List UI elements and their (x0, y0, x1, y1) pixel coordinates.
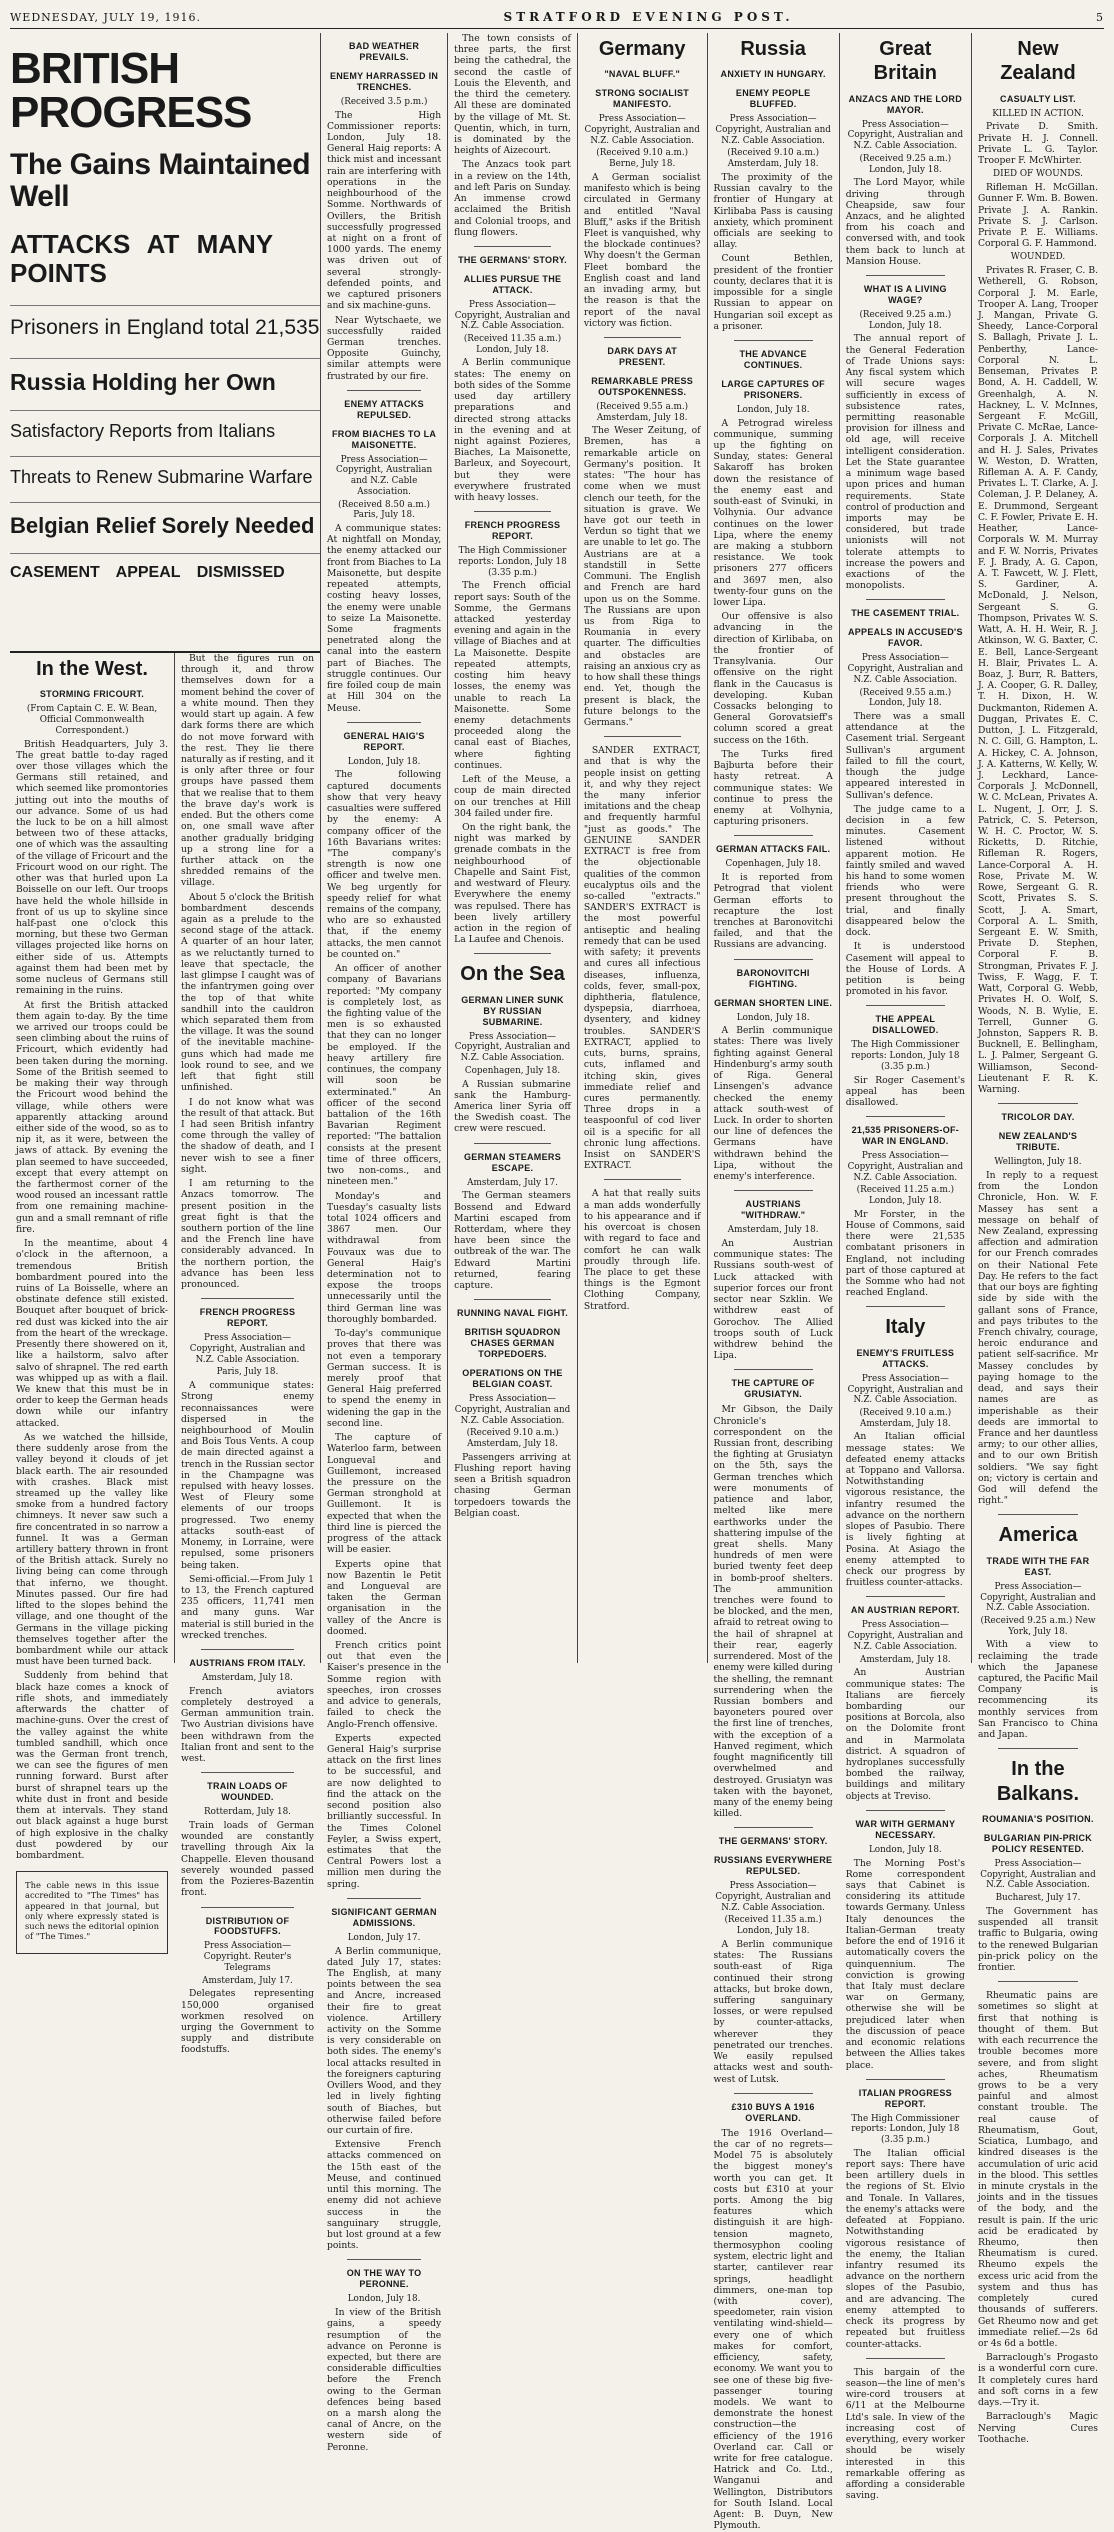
headline-9: CASEMENT APPEAL DISMISSED (10, 553, 320, 582)
article-heading: SIGNIFICANT GERMAN ADMISSIONS. (331, 1906, 437, 1928)
article-heading: FRENCH PROGRESS REPORT. (199, 1307, 296, 1329)
divider (604, 1179, 681, 1180)
divider (201, 1298, 294, 1299)
divider (474, 1143, 551, 1144)
dateline: Press Association—Copyright, Australian and N.Z. Cable Association. (847, 119, 964, 152)
article-heading: TRAIN LOADS OF WOUNDED. (207, 1781, 288, 1803)
paragraph: It is understood Casement will appeal to the House of Lords. A petition is being promoted in his favor. (845, 941, 965, 998)
article-heading: STORMING FRICOURT. (39, 689, 145, 700)
divider (474, 953, 551, 954)
headline-main: BRITISH PROGRESS (10, 44, 252, 137)
dateline: (Received 9.25 a.m.) London, July 18. (859, 310, 952, 331)
paragraph: A Berlin communique states: The Russians south-east of Riga continued their strong attacks, but broke down, suffering sanguinary losses, or were repulsed by counter-attacks, wherever they penetrated our trenches. We easily repulsed attacks west and south-west of Lutsk. (713, 1938, 833, 2085)
divider (866, 599, 945, 600)
divider (866, 1810, 945, 1811)
article-heading: FRENCH PROGRESS REPORT. (464, 520, 561, 542)
paragraph: To-day's communique proves that there was not even a temporary German success. It is merely proof that General Haig preferred to spend the enemy in widening the gap in the second line. (327, 1328, 442, 1429)
divider (998, 1748, 1078, 1749)
masthead-date: WEDNESDAY, JULY 19, 1916. (10, 10, 202, 24)
paragraph: An Austrian communique states: The Russians south-west of Luck attacked with superior forces our front sector near Szklin. We withdrew east of Gorochov. The Allied troops south of Luck withdrew behind the Lipa. (713, 1237, 833, 1362)
article-heading: ENEMY'S FRUITLESS ATTACKS. (856, 1347, 955, 1369)
article-heading: ANZACS AND THE LORD MAYOR. (848, 93, 963, 115)
advertisement: Rheumatic pains are sometimes so slight at first that nothing is thought of them. But with each recurrence the trouble becomes more severe, and from slight aches, Rheumatism grows to be a very painful and almost constant trouble. The real cause of Rheumatism, Gout, Sciatica, Lumbago, and kindred diseases is the accumulation of uric acid in the blood. This settles in minute crystals in the joints and in the tissues of the body, and the result is pain. If the uric acid be eradicated by Rheumo, then Rheumatism is cured. Rheumo expels the excess uric acid from the system and thus has completely cured thousands of sufferers. Get Rheumo now and get immediate relief.—2s 6d or 4s 6d a bottle. (977, 1990, 1098, 2350)
notice-box (16, 1871, 168, 1954)
divider (998, 1514, 1078, 1515)
dateline: Press Association—Copyright, Australian and N.Z. Cable Association. (715, 1881, 831, 1913)
dateline: Paris, July 18. (216, 1367, 279, 1378)
paragraph: In reply to a request from the London Chronicle, Hon. W. F. Massey has sent a message on behalf of New Zealand, expressing affection and admiration for our French comrades on their National Fete Day. He refers to the fact that our boys are fighting side by side with the gallant sons of France, and pays tributes to the French chivalry, courage, heroic endurance and patient self-sacrifice. Mr Massey concludes by paying homage to the dead, and says their names are as imperishable as their deeds are immortal to France and her dauntless army; to our other allies, and to our own British soldiers. "We say fight on; victory is certain and God will defend the right." (977, 1169, 1098, 1507)
divider (866, 275, 945, 276)
masthead (10, 6, 1104, 29)
masthead-title: STRATFORD EVENING POST. (503, 10, 794, 24)
divider (734, 2093, 813, 2094)
paragraph: The capture of Waterloo farm, between Longueval and Guillemont, increased the pressure on the German stronghold at Guillemont. It is expected that when the third line is pierced the progress of the attack will be easier. (327, 1432, 442, 1556)
paragraph: A Berlin communique states: There was lively fighting against General Hindenburg's army south of Riga. General Linsengen's advance checked the enemy attack south-west of Luck. In order to shorten our line of defences the Germans have withdrawn behind the Lipa, without the enemy's interference. (713, 1025, 833, 1183)
headline-2: The Gains Maintained Well (10, 148, 311, 213)
divider (604, 337, 681, 338)
divider (201, 1907, 294, 1908)
section-title: In the West. (36, 658, 148, 680)
paragraph: The German steamers Bossend and Edward Martini escaped from Rotterdam, where they have been since the outbreak of the war. The Edward Martini returned, fearing capture. (454, 1190, 571, 1292)
divider (604, 736, 681, 737)
article-heading: GERMAN ATTACKS FAIL. (715, 844, 831, 855)
article-subheading: ENEMY PEOPLE BLUFFED. (735, 88, 811, 110)
paragraph: In view of the British gains, a speedy resumption of the advance on Peronne is expected, but there are considerable difficulties before the French owing to the German defences being based on a marsh along the canal of Ancre, on the western side of Peronne. (327, 2307, 442, 2453)
paragraph: There was a small attendance at the Casement trial. Sergeant Sullivan's argument failed to fill the court, though the judge appeared interested in Sullivan's defence. (845, 710, 965, 801)
divider (347, 1898, 421, 1899)
dateline: (Received 9.25 a.m.) London, July 18. (859, 153, 952, 175)
dateline: (Received 9.10 a.m.) Amsterdam, July 18. (859, 1407, 952, 1429)
article-heading: BAD WEATHER PREVAILS. (349, 41, 420, 62)
paragraph: The Morning Post's Rome correspondent says that Cabinet is considering its attitude towards Germany. Unless Italy denounces the Italian-German treaty before the end of 1916 it automatically covers the quinquennium. The conviction is growing that Italy must declare war on Germany, otherwise she will be prejudiced later when the discussion of peace and economic relations between the Allies takes place. (845, 1857, 965, 2071)
article-heading: GERMAN LINER SUNK BY RUSSIAN SUBMARINE. (461, 994, 564, 1027)
dateline: London, July 18. (868, 1844, 942, 1855)
paragraph: The Weser Zeitung, of Bremen, has a remarkable article on Germany's position. It states: "The hour has come when we must clench our teeth, for the situation is grave. We have got our teeth in Verdun so tight that we are unable to let go. The Austrians are at a standstill in Sette Communi. The English and French are hard upon us on the Somme. The Russians are upon us from Riga to Roumania in every quarter. The difficulties and obstacles are raising an anxious cry as to how shall these things end. Yet, though the present is black, the future belongs to the Germans." (583, 425, 701, 728)
article-heading: ROUMANIA'S POSITION. (982, 1814, 1094, 1825)
article-heading: TRADE WITH THE FAR EAST. (986, 1555, 1090, 1577)
section-title: Russia (740, 38, 806, 60)
headline-7: Threats to Renew Submarine Warfare (10, 456, 320, 488)
dateline: Amsterdam, July 18. (859, 1654, 951, 1665)
casualty-category: KILLED IN ACTION. (992, 108, 1084, 119)
divider (474, 246, 551, 247)
paragraph: Extensive French attacks commenced on the 15th east of the Meuse, and continued until this morning. The enemy did not achieve success in the sanguinary struggle, but lost ground at a few points. (327, 2139, 442, 2252)
article-heading: THE GERMANS' STORY. (458, 254, 567, 265)
headline-3: ATTACKS AT MANY POINTS (10, 229, 273, 288)
advertisement: The 1916 Overland—the car of no regrets—Model 75 is absolutely the biggest money's worth you can get. It costs but £310 at your ports. Among the big features which distinguish it are high-tension magneto, thermosyphon cooling system, electric light and starter, cantilever rear springs, headlight dimmers, one-man top (with cover), speedometer, rain vision ventilating wind-shield—every one of which makes for comfort, efficiency, safety, economy. We want you to see one of these big five-passenger touring models. We want to demonstrate the honest construction—the efficiency of the 1916 Overland car. Call or write for free catalogue. Hatrick and Co. Ltd., Wanganui and Wellington, Distributors for South Island. Local Agent: B. Duyn, New Plymouth. (713, 2127, 833, 2532)
article-heading: THE ADVANCE CONTINUES. (739, 348, 807, 370)
dateline: (Received 9.10 a.m.) Amsterdam, July 18. (727, 148, 820, 170)
dateline: Press Association—Copyright, Australian and N.Z. Cable Association. (715, 114, 831, 146)
paragraph: It is reported from Petrograd that violent German efforts to recapture the lost trenches at Baronovitchi failed, and that the Russians are advancing. (713, 872, 833, 951)
headline-4: Prisoners in England total 21,535 (10, 305, 320, 340)
advertisement: This bargain of the season—the line of men's wire-cord trousers at 6/11 at the Melbourne Ltd's sale. In view of the increasing cost of everything, every worker should be wisely interested in this remarkable offering as affording a considerable saving. (845, 2366, 965, 2502)
paragraph: Experts expected General Haig's surprise attack on the first lines to be successful, and are now delighted to find the attack on the second position also brilliantly successful. In the Times Colonel Feyler, a Swiss expert, estimates that the Central Powers lost a million men during the spring. (327, 1732, 442, 1890)
paragraph: French critics point out that even the Kaiser's presence in the Somme region with speeches, iron crosses and advice to generals, failed to check the Anglo-French offensive. (327, 1640, 442, 1730)
paragraph: I do not know what was the result of that attack. But I had seen British infantry come through the valley of the shadow of death, and I never wish to see a finer sight. (181, 1096, 314, 1175)
column-8 (972, 33, 1104, 2445)
article-heading: ANXIETY IN HUNGARY. (720, 69, 826, 80)
advertisement-heading: £310 BUYS A 1916 OVERLAND. (731, 2101, 815, 2123)
paragraph: An officer of another company of Bavarians reported: "My company is completely lost, as the fighting value of the men is so exhausted that they can no longer be employed. If the heavy artillery fire continues, the company will soon be exterminated." An officer of the second battalion of the 16th Bavarian Regiment reported: "The battalion consists at the present time of three officers, two non-coms., and nineteen men." (327, 963, 442, 1188)
headline-block (10, 33, 320, 653)
section-title: In the Balkans. (996, 1758, 1080, 1805)
paragraph: The French official report says: South of the Somme, the Germans attacked yesterday evening and again in the village of Biaches and at La Maisonette. Despite repeated attempts, costing him heavy losses, the enemy was unable to reach La Maisonette. Some enemy detachments proceeded along the canal east of Biaches, where fighting continues. (454, 580, 571, 771)
paragraph: But the figures run on through it, and throw themselves down for a moment behind the cover of a white mound. Then they would start up again. A few dark forms there are which do not move forward with the rest. They lie there naturally as if resting, and it is only after three or four groups have passed them that we realise that to them the brave day's work is ended. But the others come on, one small wave after another gradually bridging up a strong line for a further attack on the shredded remains of the village. (181, 653, 314, 889)
paragraph: The proximity of the Russian cavalry to the frontier of Hungary at Kirlibaba Pass is causing anxiety, which prominent officials are seeking to allay. (713, 171, 833, 251)
dateline: Copenhagen, July 18. (725, 859, 821, 870)
article-heading: ITALIAN PROGRESS REPORT. (858, 2087, 952, 2109)
article-heading: TRICOLOR DAY. (1001, 1112, 1075, 1123)
paragraph: As we watched the hillside, there suddenly arose from the valley beyond it clouds of jet black earth. The air resounded with crashes. Black mist streamed up the valley like smoke from a hundred factory chimneys. It never saw such a fire concentrated in so narrow a funnel. It was a German artillery battery thrown in front of the British attack. Surely no living being can come through that inferno, we thought. Minutes passed. Our fire had lifted to the slopes behind the village, and one thought of the Germans in the village picking themselves together after the bombardment while our attack must have been turned back. (16, 1431, 168, 1668)
advertisement: Barraclough's Progasto is a wonderful corn cure. It completely cures hard and soft corns in a few days.—Try it. (977, 2352, 1098, 2409)
paragraph: Semi-official.—From July 1 to 13, the French captured 235 officers, 11,741 men and many guns. War material is still buried in the wrecked trenches. (181, 1573, 314, 1641)
section-title: On the Sea (460, 963, 565, 986)
paragraph: I am returning to the Anzacs tomorrow. The present position in the great fight is that the southern portion of the line and the French line have considerably advanced. In the northern portion, the advance has been less pronounced. (181, 1178, 314, 1291)
paragraph: The Lord Mayor, while driving through Cheapside, saw four Anzacs, and he alighted from his coach and conversed with, and took them back to lunch at Mansion House. (845, 177, 965, 267)
divider (347, 2259, 421, 2260)
paragraph: The town consists of three parts, the first being the cathedral, the second the castle of Louis the Eleventh, and the third the cemetery. All these are dominated by the village of Mt. St. Quentin, which, in turn, is dominated by the heights of Aizecourt. (454, 33, 571, 157)
dateline: The High Commissioner reports: London, July 18 (3.35 p.m.) (851, 1040, 960, 1072)
article-subheading: FROM BIACHES TO LA MAISONETTE. (331, 428, 437, 450)
dateline: (Received 9.10 a.m.) Amsterdam, July 18. (466, 1428, 559, 1449)
paragraph: An Italian official message states: We defeated enemy attacks at Toppano and Vallorsa. Notwithstanding vigorous resistance, the infantry resumed the advance on the northern slopes of Pasubio. There is lively fighting at Posina. At Asiago the enemy attempted to check our progress by fruitless counter-attacks. (845, 1431, 965, 1589)
article-heading: ON THE WAY TO PERONNE. (346, 2268, 422, 2290)
dateline: (Received 3.5 p.m.) (340, 96, 428, 107)
paragraph: A Berlin communique states: The enemy on both sides of the Somme used day artillery preparations and directed strong attacks in the evening and at night against Pozieres, Biaches, La Maisonette, Barleux, and Soyecourt, but they were everywhere frustrated with heavy losses. (454, 357, 571, 504)
article-subheading: LARGE CAPTURES OF PRISONERS. (721, 378, 825, 400)
article-heading: AUSTRIANS FROM ITALY. (189, 1658, 306, 1669)
dateline: The High Commissioner reports: London, July 18 (3.35 p.m.) (851, 2113, 960, 2146)
dateline: Amsterdam, July 18. (727, 1225, 819, 1236)
article-heading: 21,535 PRISONERS-OF-WAR IN ENGLAND. (851, 1125, 960, 1147)
article-heading: RUNNING NAVAL FIGHT. (457, 1308, 569, 1319)
article-heading: AN AUSTRIAN REPORT. (850, 1605, 960, 1616)
paragraph: Left of the Meuse, a coup de main directed on our trenches at Hill 304 failed under fire. (454, 774, 571, 819)
paragraph: The High Commissioner reports: London, July 18. General Haig reports: A thick mist and incessant rain are interfering with operations in the neighbourhood of the Somme. Northwards of Ovillers, the British successfully progressed at night on a front of 1000 yards. The enemy was driven out of several strongly-defended points, and we captured prisoners and six machine-guns. (327, 109, 442, 312)
article-subheading: APPEALS IN ACCUSED'S FAVOR. (847, 627, 963, 649)
dateline: Press Association—Copyright, Australian and N.Z. Cable Association. (847, 1373, 964, 1406)
dateline: Press Association—Copyright, Australian and N.Z. Cable Association. (189, 1333, 306, 1365)
section-title: Germany (598, 38, 686, 60)
article-heading: BARONOVITCHI FIGHTING. (736, 967, 810, 989)
advertisement: A hat that really suits a man adds wonderfully to his appearance and if his overcoat is chosen with regard to face and comfort he can walk proudly through life. The place to get these things is the Egmont Clothing Company, Stratford. (583, 1188, 701, 1312)
article-subheading: REMARKABLE PRESS OUTSPOKENNESS. (591, 375, 694, 397)
article-heading: THE CASEMENT TRIAL. (851, 608, 960, 619)
paragraph: The Government has suspended all transit traffic to Bulgaria, owing to the renewed Bulgarian pin-prick policy on the frontier. (977, 1905, 1098, 1974)
dateline: (Received 9.25 a.m.) New York, July 18. (980, 1615, 1096, 1637)
dateline: The High Commissioner reports: London, July 18 (3.35 p.m.) (458, 546, 567, 578)
dateline: Press Association—Copyright, Australian and N.Z. Cable Association. (454, 1031, 571, 1064)
dateline: (Received 9.55 a.m.) Amsterdam, July 18. (596, 401, 689, 423)
paragraph: French aviators completely destroyed a German ammunition train. Two Austrian divisions have been withdrawn from the Italian front and sent to the west. (181, 1685, 314, 1765)
paragraph: The following captured documents show that very heavy casualties were suffered by the enemy: A company officer of the 16th Bavarians writes: "The company's strength is now one officer and twelve men. We beg urgently for speedy relief for what remains of the company, who are so exhausted that, if the enemy attacks, the men cannot be counted on." (327, 769, 442, 960)
column-west (10, 653, 175, 1942)
section-title: Italy (885, 1316, 926, 1339)
dateline: London, July 18. (736, 404, 810, 415)
paragraph: A Berlin communique, dated July 17, states: The English, at many points between the sea and Ancre, increased their fire to great violence. Artillery activity on the Somme is very considerable on both sides. The enemy's local attacks resulted in the foreigners capturing Ovillers Wood, and they led in lively fighting south of Biaches, but otherwise failed before our curtain of fire. (327, 1945, 442, 2136)
divider (201, 1649, 294, 1650)
article-heading: AUSTRIANS "WITHDRAW." (740, 1199, 806, 1221)
dateline: Press Association—Copyright, Australian and N.Z. Cable Association. (454, 1394, 571, 1426)
dateline: Press Association—Copyright, Australian and N.Z. Cable Association. (584, 114, 700, 146)
article-heading: WHAT IS A LIVING WAGE? (863, 284, 947, 306)
paragraph: A Russian submarine sank the Hamburg-America liner Syria off the Swedish coast. The crew were rescued. (454, 1078, 571, 1135)
divider (866, 2358, 945, 2359)
article-heading: THE GERMANS' STORY. (718, 1836, 828, 1847)
dateline: London, July 18. (347, 2294, 421, 2305)
article-heading: "NAVAL BLUFF." (604, 69, 681, 80)
paragraph: A German socialist manifesto which is being circulated in Germany and entitled "Naval Bluff," asks if the British Fleet is vanquished, why the blockade continues? Why doesn't the German Fleet bombard the English coast and land an invading army, but the reason is that the report of the naval victory was fiction. (583, 171, 701, 329)
dateline: Bucharest, July 17. (995, 1893, 1081, 1904)
column-6 (708, 33, 840, 2532)
divider (347, 722, 421, 723)
paragraph: Experts opine that now Bazentin le Petit and Longueval are taken the German organisation in the valley of the Ancre is doomed. (327, 1558, 442, 1637)
paragraph: On the right bank, the night was marked by grenade combats in the neighbourhood of Chapelle and Saint Fist, and westward of Fleury. Everywhere the enemy was repulsed. There has been lively artillery action in the region of La Laufee and Chenois. (454, 821, 571, 946)
dateline: Amsterdam, July 18. (202, 1673, 293, 1684)
dateline: (Received 8.50 a.m.) Paris, July 18. (338, 499, 430, 521)
divider (866, 1596, 945, 1597)
paragraph: Monday's and Tuesday's casualty lists total 1024 officers and 3867 men. Our withdrawal from Fouvaux was due to General Haig's determination not to expose the troops unnecessarily until the third German line was thoroughly bombarded. (327, 1190, 442, 1325)
casualty-list: Rifleman H. McGillan. Gunner F. Wm. B. Bowen. Private J. A. Rankin. Private S. J. Carlson. Private P. E. Williams. Corporal G. F. Hammond. (977, 182, 1098, 250)
divider (734, 959, 813, 960)
dateline: London, July 17. (347, 1932, 421, 1943)
paragraph: Delegates representing 150,000 organised workmen resolved on urging the Government to supply and distribute foodstuffs. (181, 1988, 314, 2056)
divider (347, 390, 421, 391)
divider (866, 1306, 945, 1307)
paragraph: Near Wytschaete, we successfully raided German trenches. Opposite Guinchy, similar attempts were frustrated by our fire. (327, 314, 442, 382)
article-heading: GENERAL HAIG'S REPORT. (343, 730, 425, 752)
dateline: Rotterdam, July 18. (204, 1807, 291, 1818)
paragraph: Passengers arriving at Flushing report having seen a British squadron chasing German torpedoers towards the Belgian coast. (454, 1451, 571, 1519)
paragraph: About 5 o'clock the British bombardment descends again as a prelude to the second stage of the attack. A quarter of an hour later, as we reluctantly turned to leave that spectacle, the last glimpse I caught was of the infantrymen going over the top of that white sandhill into the cauldron which separated them from the village. It was the sound of the inevitable machine-guns which had made me look round to see, and we left that fight still unfinished. (181, 891, 314, 1094)
paragraph: Count Bethlen, president of the frontier county, declares that it is impossible for a single Russian to appear on Hungarian soil except as a prisoner. (713, 253, 833, 332)
divider (734, 340, 813, 341)
dateline: (Received 11.35 a.m.) London, July 18. (463, 334, 562, 355)
article-subheading: BULGARIAN PIN-PRICK POLICY RESENTED. (983, 1833, 1093, 1855)
column-7 (840, 33, 972, 2502)
paragraph: The Italian official report says: There have been artillery duels in the regions of St. Elvio and Tonale. In Vallares, the enemy's attacks were defeated at Foppiano. Notwithstanding vigorous resistance of the enemy, the Italian infantry resumed its advance on the northern slopes of the Pasubio, and are advancing. The enemy attempted to check its progress by repeated but fruitless counter-attacks. (845, 2147, 965, 2350)
advertisement: SANDER EXTRACT, and that is why the people insist on getting it, and why they reject the many inferior imitations and the cheap and frequently harmful "just as goods." The GENUINE SANDER EXTRACT is free from the objectionable qualities of the common eucalyptus oils and the so-called "extracts." SANDER'S EXTRACT is the most powerful antiseptic and healing remedy that can be used with safety; it prevents and cures all infectious diseases, influenza, colds, fever, small-pox, diphtheria, flatulence, dyspepsia, diarrhoea, dysentery, and kidney troubles. SANDER'S EXTRACT, applied to cuts, burns, sprains, cuts, inflamed and itching skin, gives immediate relief and cures permanently. Three drops in a teaspoonful of cod liver oil is a specific for all chronic lung affections. Insist on SANDER'S EXTRACT. (583, 745, 701, 1172)
advertisement: Barraclough's Magic Nerving Cures Toothache. (977, 2411, 1098, 2445)
paragraph: Suddenly from behind that black haze comes a knock of rifle shots, and immediately afterwards the chatter of machine-guns. Over the crest of the valley against the white tumbled sandhill, which once was the German front trench, we can see the figures of men running forward. Burst after burst of shrapnel tears up the white dust in front and beside them at intervals. They stand out black against a huge burst of high explosive in the chalky dust powdered by our bombardment. (16, 1670, 168, 1861)
paragraph: An Austrian communique states: The Italians are fiercely bombarding our positions at Borcola, also on the Dolomite front and in Marmolata district. A squadron of hydroplanes successfully bombed the railway, buildings and military objects at Treviso. (845, 1667, 965, 1802)
dateline: (Received 11.25 a.m.) London, July 18. (856, 1185, 955, 1206)
article-subheading: OPERATIONS ON THE BELGIAN COAST. (462, 1368, 563, 1390)
casualty-list: Privates R. Fraser, C. B. Wetherell, G. Robson, Corporal J. M. Earle, Trooper A. Lang, Trooper J. Mangan, Private G. Sheedy, Lance-Corporal S. Ballagh, Private J. L. Penberthy, Lance-Corporal N. L. Benseman, Privates P. Bond, A. H. Caddell, W. Greenhalgh, A. N. Hackney, L. V. McInnes, Sergeant F. McGill, Private C. McRae, Lance-Corporals J. A. Mitchell and H. J. Sales, Privates W. Weston, D. Wratten, Rifleman A. A. F. Candy, Privates L. T. Clarke, A. J. Coleman, J. P. Delaney, A. E. Drummond, Sergeant C. F. Fowler, Private E. H. Heather, Lance-Corporals W. M. Murray and F. W. Norris, Privates F. J. Brady, A. G. Capon, A. T. Fawcett, W. J. Flett, S. Gardiner, A. McDonald, J. Nelson, Sergeant S. G. Thompson, Privates W. S. Watt, A. H. H. Weir, R. J. Atkinson, W. G. Baxter, C. E. Bell, Lance-Sergeant H. Blair, Privates L. A. Boaz, J. Burr, R. Batters, J. A. Cooper, G. R. Dalley, T. H. Dixon, H. W. Duckmanton, Ridemen A. Duggan, Privates E. C. Dutton, J. L. Fitzgerald, N. C. Gill, G. Hampton, L. A. Hickey, C. A. Johnson, J. A. Katterns, W. Kelly, W. J. Leckhard, Lance-Corporals J. McDonnell, W. C. McLean, Privates A. L. Nugent, J. Orr, J. S. Patrick, C. S. Peterson, W. H. C. Proctor, W. S. Ricketts, D. Ritchie, Rifleman R. Rogers, Lance-Corporal A. H. Rose, Private M. W. Rowe, Sergeant G. R. Scott, Privates S. S. Scott, J. A. Smart, Corporal A. L. Smith, Sergeant E. W. Smith, Private D. Stephen, Corporal F. B. Strongman, Privates F. J. Twiss, F. Wagg, F. T. Watt, Corporal G. Webb, Privates H. O. Wolf, S. Woods, N. B. Wylie, E. Terrell, Gunner G. Johnston, Sappers R. B. Bucknell, E. Bellingham, L. J. Palmer, Sergeant G. Williamson, Second-Lieutenant F. R. K. Warning. (977, 265, 1098, 1096)
divider (998, 1103, 1078, 1104)
divider (866, 2079, 945, 2080)
paragraph: The Anzacs took part in a review on the 14th, and left Paris on Sunday. An immense crowd acclaimed the British and Colonial troops, and flung flowers. (454, 159, 571, 238)
divider (734, 1190, 813, 1191)
paragraph: With a view to reclaiming the trade which the Japanese captured, the Pacific Mail Company is recommencing its monthly services from San Francisco to China and Japan. (977, 1639, 1098, 1741)
paragraph: The annual report of the General Federation of Trade Unions says: Any fiscal system which will secure wages sufficiently in excess of subsistence rates, permitting reasonable provision for illness and old age, will receive intelligent consideration. Let the State guarantee a minimum wage based upon prices and human requirements. State control of production and imports may be considered, but trade unionists will not tolerate attempts to increase the powers and exactions of the monopolists. (845, 333, 965, 592)
divider (734, 835, 813, 836)
casualty-category: WOUNDED. (1010, 252, 1066, 263)
dateline: Copenhagen, July 18. (464, 1065, 561, 1076)
divider (734, 1827, 813, 1828)
divider (474, 1299, 551, 1300)
dateline: Press Association—Copyright, Australian and N.Z. Cable Association. (336, 454, 433, 497)
article-heading: ENEMY ATTACKS REPULSED. (344, 398, 424, 420)
article-subheading: NEW ZEALAND'S TRIBUTE. (998, 1131, 1078, 1153)
casualty-list: Private D. Smith. Private H. J. Connell. Private L. G. Taylor. Trooper F. McWhirter. (977, 121, 1098, 167)
dateline: London, July 18. (347, 756, 421, 767)
column-3 (320, 33, 448, 2453)
article-subheading: GERMAN SHORTEN LINE. (714, 997, 833, 1008)
article-heading: WAR WITH GERMANY NECESSARY. (855, 1818, 956, 1840)
dateline: Amsterdam, July 17. (202, 1975, 293, 1986)
article-heading: GERMAN STEAMERS ESCAPE. (464, 1151, 562, 1173)
masthead-page: 5 (1096, 10, 1104, 24)
left-half (10, 33, 320, 2056)
article-heading: THE APPEAL DISALLOWED. (872, 1014, 939, 1036)
headline-5: Russia Holding her Own (10, 358, 320, 395)
paragraph: A communique states: Strong enemy reconnaissances were dispersed in the neighbourhood of Moulin and Bois Tous Vents. A coup de main directed against a trench in the Russian sector in the Champagne was repulsed with heavy losses. West of Fleury some elements of our troops progressed. Two enemy attacks south-east of Monemy, in Lorraine, were repulsed, some prisoners being taken. (181, 1380, 314, 1571)
divider (998, 1981, 1078, 1982)
paragraph: The judge came to a decision in a few minutes. Casement listened without apparent motion. He faintly smiled and waved his hand to some women friends who were present throughout the trial, and finally disappeared below the dock. (845, 803, 965, 939)
paragraph: Sir Roger Casement's appeal has been disallowed. (845, 1074, 965, 1108)
dateline: Press Association—Copyright, Australian and N.Z. Cable Association. (980, 1859, 1096, 1891)
dateline: Press Association—Copyright, Australian and N.Z. Cable Association. (980, 1581, 1096, 1614)
divider (474, 511, 551, 512)
paragraph: A communique states: At nightfall on Monday, the enemy attacked our front from Biaches to La Maisonette, but despite repeated attempts, costing heavy losses, the enemy were unable to seize La Maisonette. Some fragments penetrated along the canal into the eastern part of Biaches. The struggle continues. Our fire foiled coup de main at Hill 304 on the Meuse. (327, 523, 442, 714)
article-subheading: BRITISH SQUADRON CHASES GERMAN TORPEDOERS. (464, 1327, 561, 1360)
dateline: (Received 9.10 a.m.) Berne, July 18. (596, 148, 689, 170)
notice-text: The cable news in this issue accredited to "The Times" has appeared in that journal, but only where expressly stated is such news the editorial opinion of "The Times." (25, 1880, 159, 1942)
dateline: Wellington, July 18. (994, 1157, 1082, 1168)
column-5 (578, 33, 708, 1663)
dateline: Press Association—Copyright, Australian and N.Z. Cable Association. (847, 1620, 964, 1652)
dateline: London, July 18. (736, 1012, 810, 1023)
article-heading: DISTRIBUTION OF FOODSTUFFS. (205, 1915, 290, 1937)
article-subheading: STRONG SOCIALIST MANIFESTO. (595, 88, 690, 110)
dateline: (Received 11.35 a.m.) London, July 18. (724, 1915, 822, 1937)
paragraph: The Turks fired Bajburta before their hasty retreat. A communique states: We continue to press the enemy at Volhynia, capturing prisoners. (713, 748, 833, 828)
byline: (From Captain C. E. W. Bean, Official Commonwealth Correspondent.) (26, 704, 158, 736)
paragraph: At first the British attacked them again to-day. By the time we arrived our troops could be seen climbing about the ruins of Fricourt, which evidently had been taken during the morning. Some of the British seemed to be making their way through the Fricourt wood behind the village, while others were apparently attacking around either side of the wood, so as to nip it, as it were, between the jaws of attack. By evening the plan seemed to have succeeded, except that every attempt on the farthermost corner of the wood roused an incessant rattle from one remaining machine-gun and a small remnant of rifle fire. (16, 999, 168, 1235)
article-subheading: ENEMY HARRASSED IN TRENCHES. (329, 70, 439, 92)
dateline: Press Association—Copyright, Australian and N.Z. Cable Association. (454, 299, 571, 332)
divider (866, 1116, 945, 1117)
paragraph: A Petrograd wireless communique, summing up the fighting on Sunday, states: General Sakaroff has broken down the resistance of the enemy east and south-east of Svinuki, in Volhynia. Our advance continues on the lower Lipa, where the enemy are making a stubborn resistance. We took prisoners 277 officers and 3697 men, also twenty-four guns on the lower Lipa. (713, 417, 833, 609)
dateline: Press Association—Copyright. Reuter's Telegrams (203, 1941, 292, 1973)
divider (201, 1772, 294, 1773)
dateline: Press Association—Copyright, Australian and N.Z. Cable Association. (847, 653, 964, 685)
paragraph: Our offensive is also advancing in the direction of Kirlibaba, on the frontier of Transylvania. Our offensive on the right flank in the Caucasus is developing. Kuban Cossacks belonging to General Gorovatsieff's column scored a great success on the 16th. (713, 611, 833, 746)
paragraph: Mr Forster, in the House of Commons, said there were 21,535 combatant prisoners in England, not including part of those captured at the Somme who had not reached England. (845, 1208, 965, 1299)
casualty-category: DIED OF WOUNDS. (993, 169, 1083, 180)
section-title: America (998, 1524, 1078, 1547)
divider (734, 1369, 813, 1370)
article-heading: DARK DAYS AT PRESENT. (607, 345, 678, 367)
article-heading: CASUALTY LIST. (1000, 93, 1076, 104)
headline-6: Satisfactory Reports from Italians (10, 410, 320, 442)
paragraph: Train loads of German wounded are constantly travelling through Aix la Chappelle. Eleven thousand severely wounded passed from the Pozieres-Bazentin front. (181, 1819, 314, 1899)
article-subheading: ALLIES PURSUE THE ATTACK. (463, 273, 562, 295)
column-2 (175, 653, 320, 2056)
dateline: Amsterdam, July 17. (467, 1177, 558, 1188)
headline-8: Belgian Relief Sorely Needed (10, 502, 320, 539)
section-title: Great Britain (873, 38, 938, 85)
paragraph: British Headquarters, July 3. The great battle to-day raged over those villages which the Germans still retained, and which seemed like promontories jutting out into the mouths of our advance. Some of us had the luck to be on a hill almost between two of these attacks, one of which was the assaulting of the village of Fricourt and the Fricourt wood on our right. The other was that hurled upon La Boisselle on our left. Our troops have held the whole hillside in front of us up to skyline since half-past one o'clock this morning, but these two German villages projected like horns on either side of us. Attempts against them had been met by some nucleus of Germans still remaining in the ruins. (16, 738, 168, 997)
article-subheading: RUSSIANS EVERYWHERE REPULSED. (713, 1855, 833, 1877)
paragraph: In the meantime, about 4 o'clock in the afternoon, a tremendous British bombardment poured into the ruins of La Boisselle, where an obstinate defence still existed. Bouquet after bouquet of brick-red dust was kicked into the air from the heart of the wreckage. Presently there showered on it, like a hailstorm, salvo after salvo of shrapnel. The red earth was whipped up as with a flail. We knew that this must be in order to keep the German heads down while our infantry attacked. (16, 1238, 168, 1429)
section-title: New Zealand (1000, 38, 1076, 85)
dateline: (Received 9.55 a.m.) London, July 18. (859, 687, 952, 709)
article-heading: THE CAPTURE OF GRUSIATYN. (731, 1378, 815, 1400)
paragraph: Mr Gibson, the Daily Chronicle's correspondent on the Russian front, describing the fighting at Grusiatyn on the 5th, says the German trenches which were monuments of patience and labor, melted like mere earthworks under the shattering impulse of the great shells. Many hundreds of men were buried twenty feet deep in bomb-proof shelters. The ammunition trenches were found to be blocked, and the men, afraid to retreat owing to the hail of shrapnel at their rear, eagerly surrendered. Most of the enemy were killed during the shelling, the remnant surrendering when the Russian bombers and bayoneters poured over the first line of trenches, with the exception of a Hanved regiment, which fought magnificently till overwhelmed and destroyed. Grusiatyn was taken with the bayonet, many of the enemy being killed. (713, 1404, 833, 1820)
divider (866, 1005, 945, 1006)
dateline: Press Association—Copyright, Australian and N.Z. Cable Association. (847, 1151, 964, 1183)
column-4 (448, 33, 578, 1663)
